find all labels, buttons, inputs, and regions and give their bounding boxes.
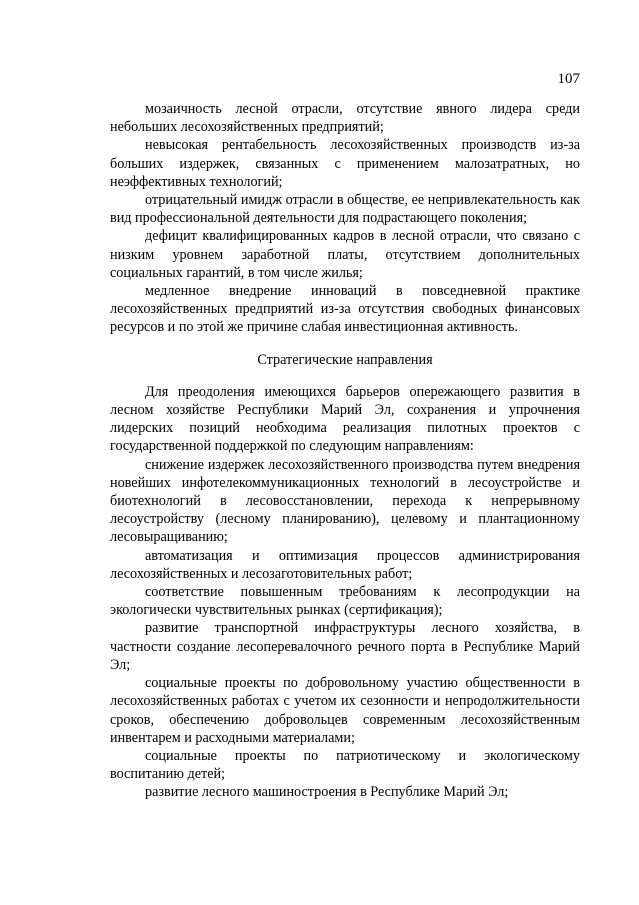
direction-item: социальные проекты по добровольному участию общественности в лесохозяйственных работах с учетом их сезонности и непродолжительности сроков, обеспечению добровольцев современным лесохозяйственным инвентарем и расходными материалами; (110, 675, 580, 746)
direction-item: соответствие повышенным требованиям к лесопродукции на экологически чувствительных рынках (сертификация); (110, 584, 580, 619)
intro-paragraph: Для преодоления имеющихся барьеров опережающего развития в лесном хозяйстве Республики Марий Эл, сохранения и упрочнения лидерских позиций необходима реализация пилотных проектов с государственной поддержкой по следующим направлениям: (110, 383, 580, 455)
direction-item: развитие лесного машиностроения в Республике Марий Эл; (145, 784, 509, 801)
page-number: 107 (557, 71, 580, 87)
section-heading: Стратегические направления (257, 351, 433, 368)
barrier-item: дефицит квалифицированных кадров в лесной отрасли, что связано с низким уровнем заработной платы, отсутствием дополнительных социальных гарантий, в том числе жилья; (110, 228, 580, 281)
direction-item: автоматизация и оптимизация процессов администрирования лесохозяйственных и лесозаготовительных работ; (110, 547, 580, 582)
barrier-item: отрицательный имидж отрасли в обществе, ее непривлекательность как вид профессиональной деятельности для подрастающего поколения; (110, 192, 580, 227)
document-body (110, 100, 580, 802)
barrier-item: медленное внедрение инноваций в повседневной практике лесохозяйственных предприятий из-за отсутствия свободных финансовых ресурсов и по этой же причине слабая инвестиционная активность. (110, 283, 580, 336)
direction-item: снижение издержек лесохозяйственного производства путем внедрения новейших инфотелекоммуникационных технологий в лесоустройстве и биотехнологий в лесовосстановлении, перехода к непрерывному лесоустройству (лесному планированию), целевому и плантационному лесовыращиванию; (110, 456, 580, 546)
barrier-item: мозаичность лесной отрасли, отсутствие явного лидера среди небольших лесохозяйственных предприятий; (110, 101, 580, 136)
barrier-item: невысокая рентабельность лесохозяйственных производств из-за больших издержек, связанных с применением малозатратных, но неэффективных технологий; (110, 137, 580, 190)
direction-item: развитие транспортной инфраструктуры лесного хозяйства, в частности создание лесоперевалочного речного порта в Республике Марий Эл; (110, 620, 580, 673)
direction-item: социальные проекты по патриотическому и экологическому воспитанию детей; (110, 747, 580, 783)
